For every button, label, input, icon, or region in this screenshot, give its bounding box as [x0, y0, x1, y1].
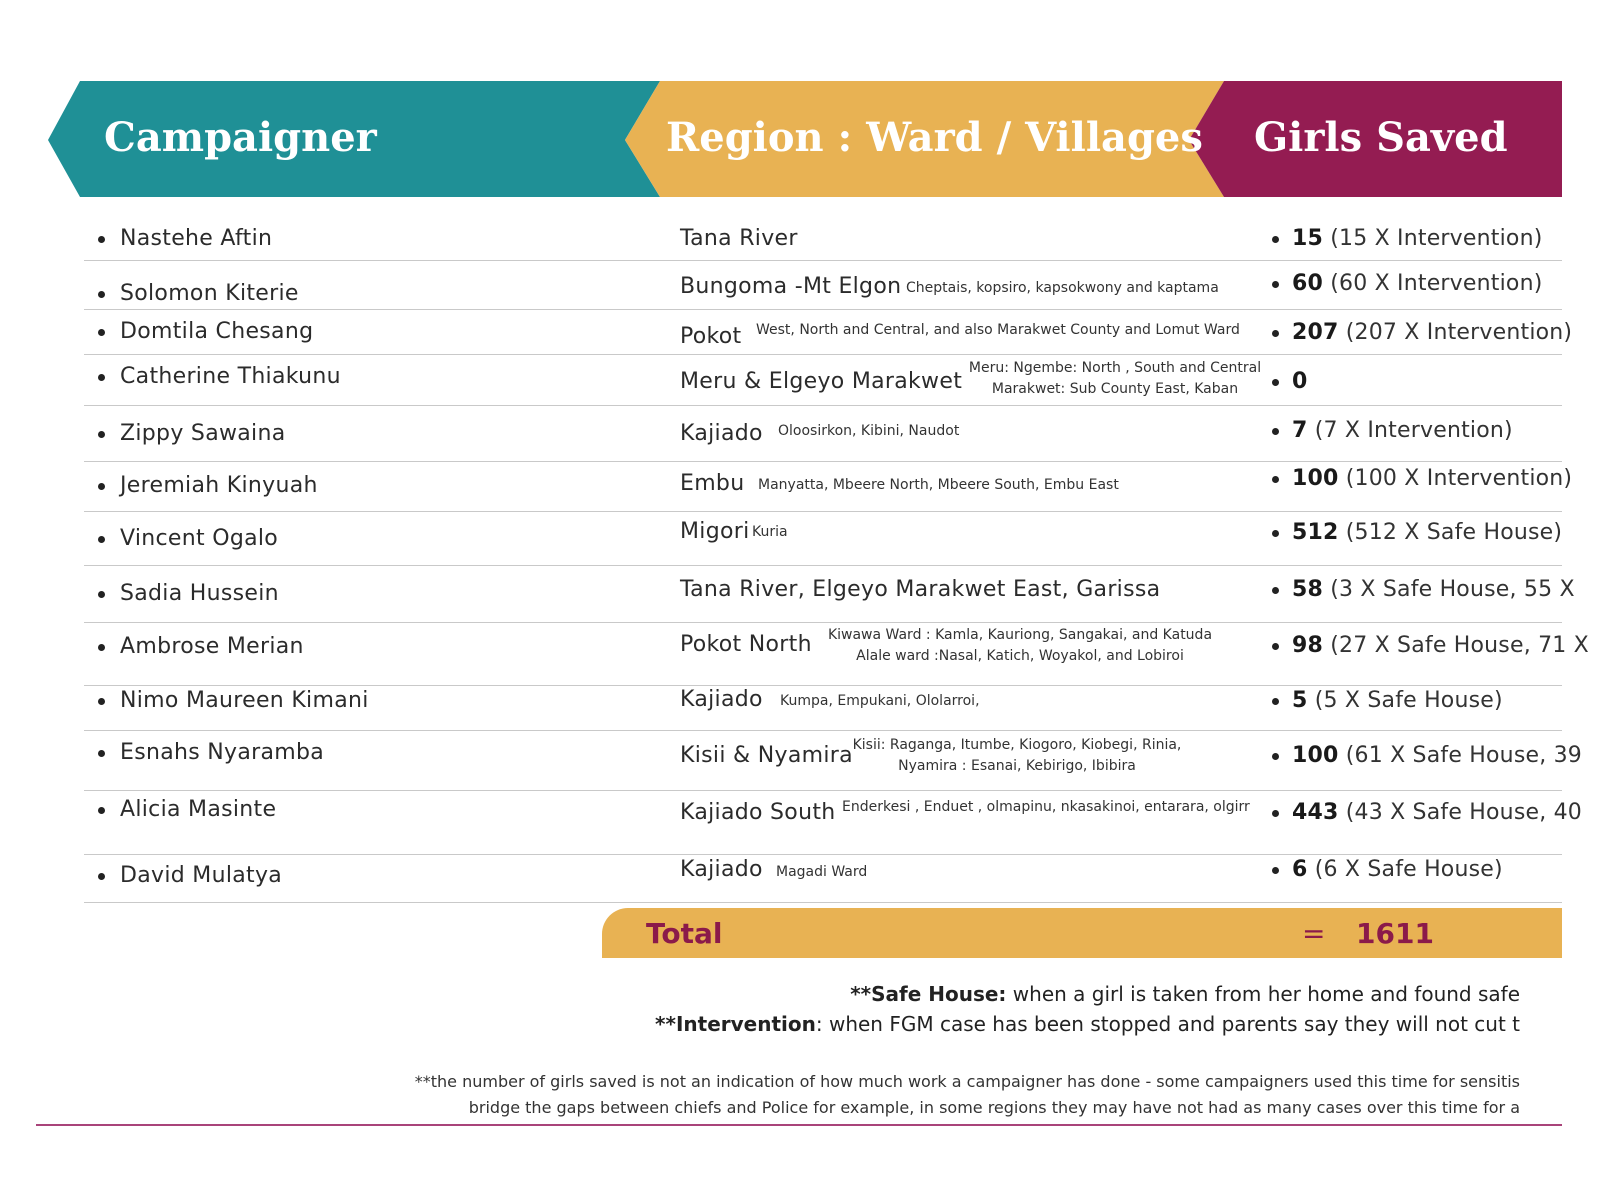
girls-saved-value [1292, 369, 1308, 395]
saved-detail: (100 X Intervention) [1338, 466, 1573, 491]
saved-count: 443 [1292, 800, 1339, 825]
region-name: Bungoma -Mt Elgon [680, 274, 902, 299]
girls-saved-value [1292, 688, 1503, 714]
region-name: Pokot North [680, 632, 812, 657]
saved-detail: (27 X Safe House, 71 X [1323, 633, 1589, 658]
region-name: Kisii & Nyamira [680, 743, 853, 768]
saved-count: 7 [1292, 418, 1308, 443]
saved-detail: (512 X Safe House) [1338, 520, 1563, 545]
saved-count: 58 [1292, 577, 1324, 602]
saved-count: 207 [1292, 320, 1339, 345]
table-row [84, 623, 1589, 686]
girls-saved-value [1292, 633, 1589, 659]
region-wards: Meru: Ngembe: North , South and Central [968, 360, 1262, 376]
region-wards: Kumpa, Empukani, Ololarroi, [780, 693, 980, 709]
saved-detail: (60 X Intervention) [1323, 271, 1543, 296]
region-wards: Magadi Ward [776, 864, 868, 880]
saved-detail: (5 X Safe House) [1307, 688, 1503, 713]
total-bar [602, 908, 1562, 958]
saved-detail: (15 X Intervention) [1323, 226, 1543, 251]
total-value: 1611 [1356, 917, 1434, 950]
region-name: Kajiado [680, 857, 763, 882]
girls-saved-value [1292, 271, 1543, 297]
girls-saved-value [1292, 743, 1582, 769]
saved-count: 0 [1292, 369, 1308, 394]
region-name: Pokot [680, 324, 742, 349]
girls-saved-value [1292, 466, 1572, 492]
region-wards: Kisii: Raganga, Itumbe, Kiogoro, Kiobegi, Rinia, [852, 737, 1182, 753]
footnote-line-1: **the number of girls saved is not an indication of how much work a campaigner has done - some campaigners used this time for sensitis [414, 1072, 1520, 1091]
header-girls-saved: Girls Saved [1254, 114, 1508, 161]
campaigner-name: Jeremiah Kinyuah [120, 473, 318, 498]
saved-detail: (6 X Safe House) [1307, 857, 1503, 882]
campaigner-name: Ambrose Merian [120, 634, 304, 659]
saved-detail: (61 X Safe House, 39 [1338, 743, 1583, 768]
campaigner-name: Vincent Ogalo [120, 526, 279, 551]
girls-saved-value [1292, 320, 1572, 346]
girls-saved-value [1292, 857, 1503, 883]
total-equals: = [1302, 917, 1326, 950]
saved-detail: (7 X Intervention) [1307, 418, 1513, 443]
region-wards: Enderkesi , Enduet , olmapinu, nkasakinoi, entarara, olgirr [842, 799, 1250, 815]
table-row [84, 686, 1562, 731]
region-name: Embu [680, 471, 745, 496]
campaigner-name: Solomon Kiterie [120, 281, 299, 306]
region-wards: Kiwawa Ward : Kamla, Kauriong, Sangakai, and Katuda [827, 627, 1213, 643]
region-name: Tana River, Elgeyo Marakwet East, Garissa [680, 577, 1161, 602]
region-wards: Cheptais, kopsiro, kapsokwony and kaptama [906, 280, 1219, 296]
header-campaigner: Campaigner [104, 114, 377, 161]
girls-saved-value [1292, 418, 1513, 444]
saved-count: 60 [1292, 271, 1324, 296]
region-wards-line2: Nyamira : Esanai, Kebirigo, Ibibira [898, 758, 1136, 774]
campaigner-name: Nimo Maureen Kimani [120, 688, 369, 713]
footnote-line-2: bridge the gaps between chiefs and Police for example, in some regions they may have not had as many cases over this time for a [468, 1098, 1520, 1117]
region-name: Meru & Elgeyo Marakwet [680, 369, 963, 394]
campaigner-name: Esnahs Nyaramba [120, 740, 325, 765]
header-region: Region : Ward / Villages [666, 114, 1203, 161]
table-header-banner [0, 0, 1600, 200]
girls-saved-value [1292, 577, 1575, 603]
table-row [84, 566, 1575, 623]
table-row [84, 261, 1562, 310]
region-wards: Oloosirkon, Kibini, Naudot [778, 423, 960, 439]
saved-detail: (207 X Intervention) [1338, 320, 1573, 345]
campaigner-name: Nastehe Aftin [120, 226, 273, 251]
girls-saved-value [1292, 226, 1543, 252]
region-wards: Kuria [752, 524, 788, 540]
campaigner-name: Domtila Chesang [120, 319, 314, 344]
table-row [84, 355, 1562, 406]
intervention-term: **Intervention [655, 1012, 816, 1036]
total-label: Total [646, 917, 723, 950]
campaigner-table [84, 200, 1589, 903]
region-wards: Manyatta, Mbeere North, Mbeere South, Embu East [758, 477, 1119, 493]
region-name: Kajiado [680, 421, 763, 446]
region-wards-line2: Alale ward :Nasal, Katich, Woyakol, and Lobiroi [856, 648, 1184, 664]
region-name: Tana River [680, 226, 798, 251]
table-row [84, 462, 1573, 512]
intervention-definition: : when FGM case has been stopped and parents say they will not cut t [815, 1012, 1520, 1036]
saved-count: 100 [1292, 466, 1339, 491]
safe-house-term: **Safe House: [850, 982, 1007, 1006]
safe-house-note [850, 980, 1520, 1008]
region-name: Migori [680, 519, 750, 544]
region-name: Kajiado South [680, 800, 836, 825]
bottom-divider [36, 1124, 1562, 1126]
saved-count: 6 [1292, 857, 1308, 882]
intervention-note [655, 1010, 1520, 1038]
campaigner-name: Catherine Thiakunu [120, 364, 341, 389]
girls-saved-value [1292, 520, 1562, 546]
campaigner-name: Sadia Hussein [120, 581, 279, 606]
region-wards-line2: Marakwet: Sub County East, Kaban [991, 381, 1239, 397]
saved-detail: (43 X Safe House, 40 [1338, 800, 1583, 825]
region-name: Kajiado [680, 687, 763, 712]
saved-detail: (3 X Safe House, 55 X [1323, 577, 1575, 602]
table-row [84, 791, 1583, 855]
table-row [84, 200, 1562, 261]
saved-count: 98 [1292, 633, 1324, 658]
saved-count: 15 [1292, 226, 1324, 251]
table-row [84, 855, 1562, 903]
table-row [84, 406, 1562, 462]
table-row [84, 310, 1573, 355]
saved-count: 512 [1292, 520, 1339, 545]
table-row [84, 512, 1562, 566]
girls-saved-value [1292, 800, 1582, 826]
region-wards: West, North and Central, and also Marakwet County and Lomut Ward [756, 322, 1240, 338]
saved-count: 5 [1292, 688, 1308, 713]
table-row [84, 731, 1583, 791]
campaigner-name: Zippy Sawaina [120, 421, 286, 446]
safe-house-definition: when a girl is taken from her home and found safe [1006, 982, 1520, 1006]
campaigner-name: David Mulatya [120, 863, 283, 888]
campaigner-name: Alicia Masinte [120, 797, 277, 822]
saved-count: 100 [1292, 743, 1339, 768]
